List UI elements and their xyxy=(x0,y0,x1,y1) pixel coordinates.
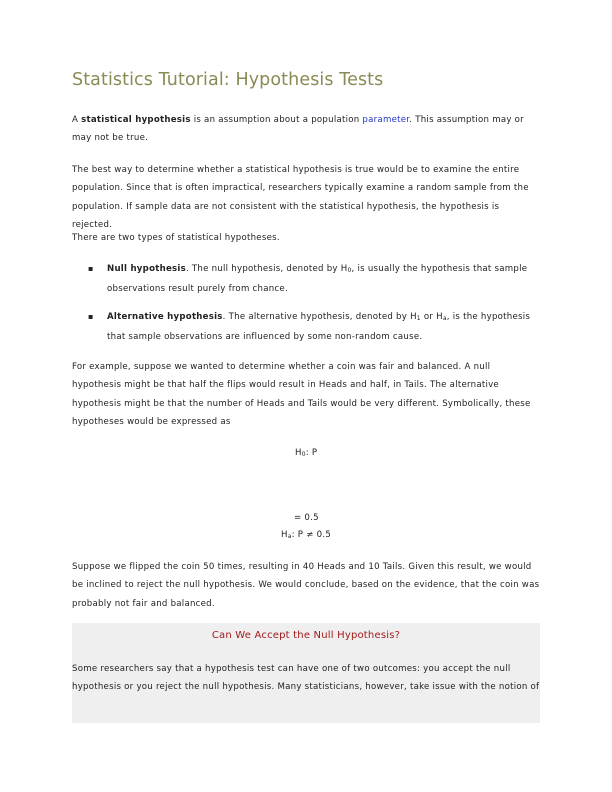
null-hypothesis-text-b: , is usually the hypothesis that sample observations result purely from chance. xyxy=(107,264,528,295)
ha-text: : P ≠ 0.5 xyxy=(291,530,332,540)
callout-title: Can We Accept the Null Hypothesis? xyxy=(211,630,401,641)
null-hypothesis-subscript: 0 xyxy=(347,267,352,274)
alternative-hypothesis-equation xyxy=(281,530,331,540)
coin-flip-paragraph: Suppose we flipped the coin 50 times, resulting in 40 Heads and 10 Tails. Given this result, we would be inclined to reject the null hypothesis. We would conclude, based on the evidence, that the coin was probably not fair and balanced. xyxy=(72,562,540,609)
bullet-null-hypothesis xyxy=(107,260,541,299)
bullet-marker-alternative: ▪ xyxy=(88,312,94,321)
null-hypothesis-value: = 0.5 xyxy=(294,513,319,523)
alternative-hypothesis-text-b: , is the hypothesis that sample observations are influenced by some non-random cause. xyxy=(107,312,531,343)
bullet-marker-null: ▪ xyxy=(88,264,94,273)
intro-mid: is an assumption about a population xyxy=(190,115,363,125)
intro-lead: A xyxy=(72,115,82,125)
alternative-hypothesis-text-mid: or H xyxy=(420,312,443,322)
ha-prefix: H xyxy=(281,530,288,540)
two-types-paragraph: There are two types of statistical hypotheses. xyxy=(72,233,280,243)
null-hypothesis-equation xyxy=(295,448,317,458)
intro-paragraph xyxy=(72,111,542,148)
h0-subscript: 0 xyxy=(301,451,306,458)
intro-term: statistical hypothesis xyxy=(81,115,191,125)
null-hypothesis-term: Null hypothesis xyxy=(107,264,186,274)
parameter-link[interactable]: parameter xyxy=(362,115,410,125)
null-hypothesis-text-a: . The null hypothesis, denoted by H xyxy=(185,264,348,274)
callout-paragraph: Some researchers say that a hypothesis test can have one of two outcomes: you accept the null hypothesis or you reject the null hypothesis. Many statisticians, however, take issue with the notion of xyxy=(72,664,540,693)
best-way-paragraph: The best way to determine whether a statistical hypothesis is true would be to examine the entire population. Since that is often impractical, researchers typically examine a random sample from the population. If sample data are not consistent with the statistical hypothesis, the hypothesis is rejected. xyxy=(72,165,529,231)
alternative-hypothesis-term: Alternative hypothesis xyxy=(107,312,223,322)
alternative-hypothesis-subscript-1: 1 xyxy=(416,315,421,322)
bullet-alternative-hypothesis xyxy=(107,308,541,347)
alternative-hypothesis-text-a: . The alternative hypothesis, denoted by H xyxy=(222,312,417,322)
h0-text: : P xyxy=(305,448,318,458)
intro-tail: . This assumption may or may not be true. xyxy=(72,115,524,144)
example-paragraph: For example, suppose we wanted to determine whether a coin was fair and balanced. A null hypothesis might be that half the flips would result in Heads and half, in Tails. The alternative hypothesis might be that the number of Heads and Tails would be very different. Symbolically, these hypotheses would be expressed as xyxy=(72,362,531,428)
h0-prefix: H xyxy=(295,448,302,458)
ha-subscript: a xyxy=(287,533,292,540)
page-title: Statistics Tutorial: Hypothesis Tests xyxy=(72,70,384,90)
alternative-hypothesis-subscript-a: a xyxy=(442,315,447,322)
